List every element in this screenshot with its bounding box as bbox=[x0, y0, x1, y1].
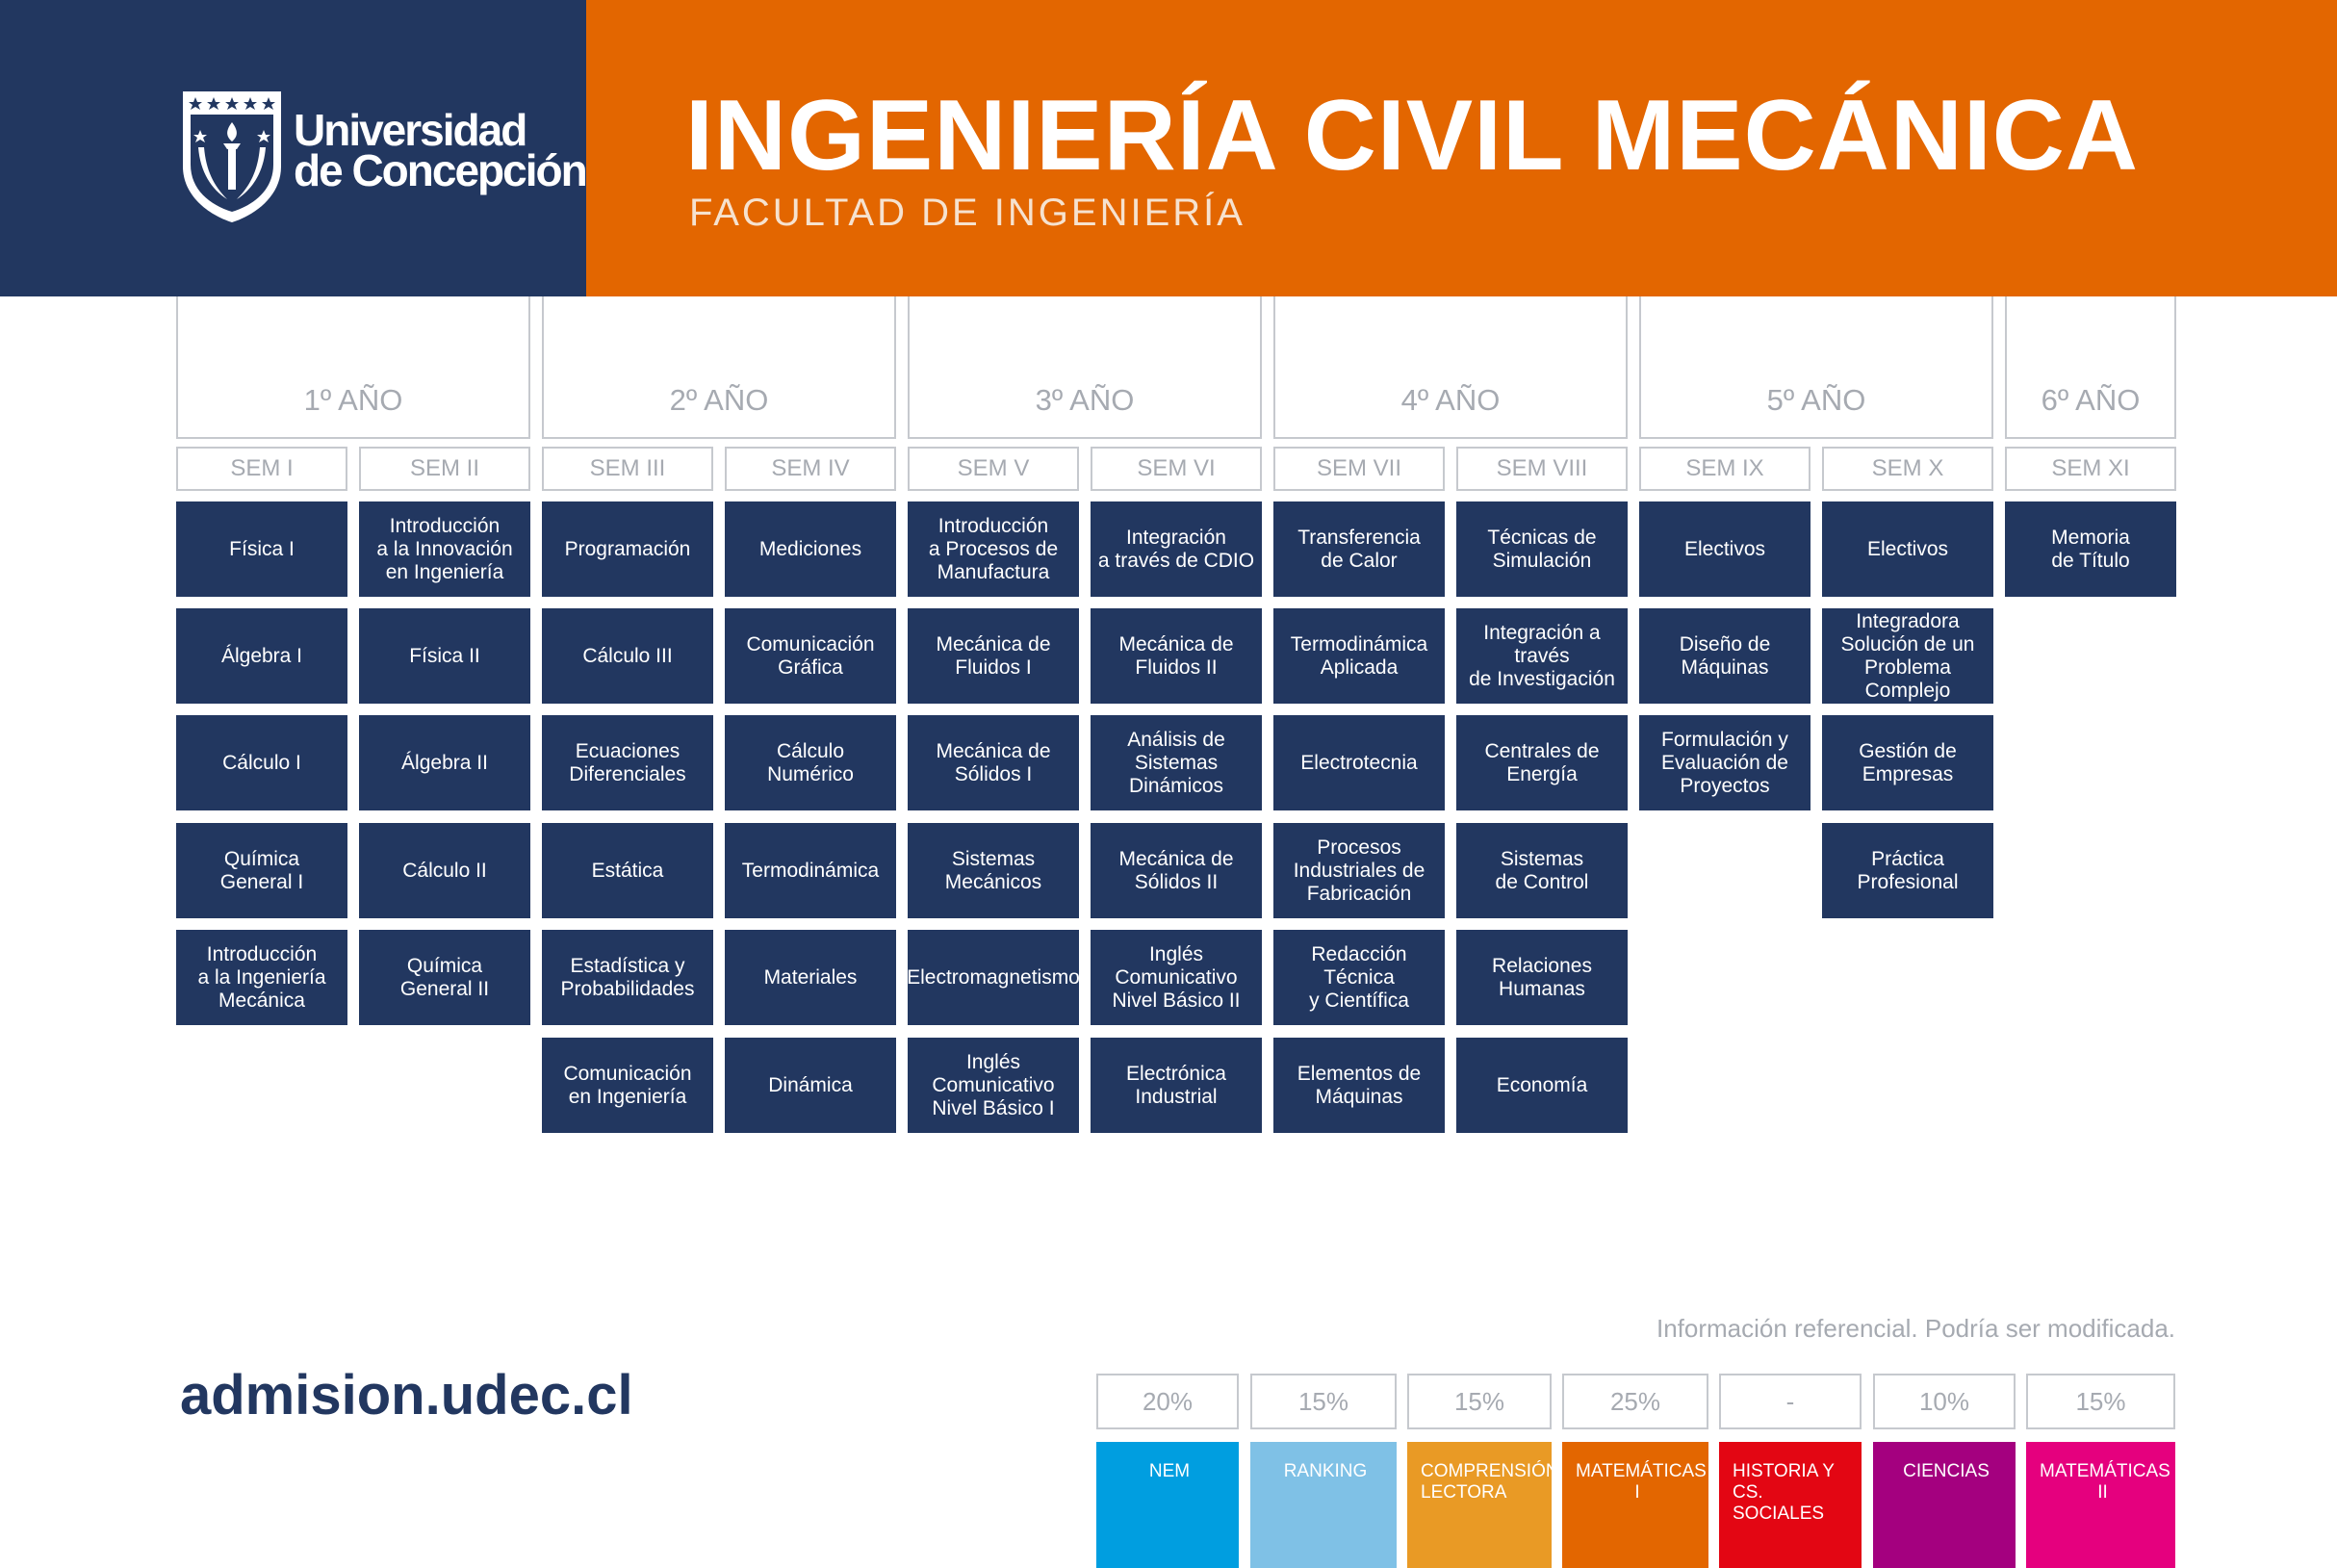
year-header: 3º AÑO bbox=[908, 296, 1262, 439]
course-cell: Sistemas Mecánicos bbox=[908, 823, 1079, 918]
semester-header: SEM II bbox=[359, 447, 530, 491]
semester-header: SEM VII bbox=[1273, 447, 1445, 491]
weight-category: CIENCIAS bbox=[1873, 1442, 2016, 1568]
semester-header: SEM IX bbox=[1639, 447, 1811, 491]
course-cell: Diseño de Máquinas bbox=[1639, 608, 1811, 704]
semester-header: SEM X bbox=[1822, 447, 1993, 491]
semester-header: SEM VI bbox=[1091, 447, 1262, 491]
course-cell: Electromagnetismo bbox=[908, 930, 1079, 1025]
course-cell: Materiales bbox=[725, 930, 896, 1025]
course-cell: Mecánica de Fluidos I bbox=[908, 608, 1079, 704]
course-cell: Análisis de Sistemas Dinámicos bbox=[1091, 715, 1262, 810]
course-cell: Memoria de Título bbox=[2005, 501, 2176, 597]
course-cell: Elementos de Máquinas bbox=[1273, 1038, 1445, 1133]
page-subtitle: FACULTAD DE INGENIERÍA bbox=[689, 192, 1246, 234]
course-cell: Cálculo I bbox=[176, 715, 347, 810]
course-cell: Cálculo Numérico bbox=[725, 715, 896, 810]
weight-category: MATEMÁTICAS II bbox=[2026, 1442, 2175, 1568]
course-cell: Química General II bbox=[359, 930, 530, 1025]
weight-percent: 20% bbox=[1096, 1374, 1239, 1429]
course-cell: Comunicación Gráfica bbox=[725, 608, 896, 704]
course-cell: Dinámica bbox=[725, 1038, 896, 1133]
course-cell: Electrotecnia bbox=[1273, 715, 1445, 810]
course-cell: Mecánica de Fluidos II bbox=[1091, 608, 1262, 704]
course-cell: Termodinámica bbox=[725, 823, 896, 918]
course-cell: Introducción a la Ingeniería Mecánica bbox=[176, 930, 347, 1025]
course-cell: Álgebra I bbox=[176, 608, 347, 704]
weight-percent: 15% bbox=[1250, 1374, 1397, 1429]
course-cell: Álgebra II bbox=[359, 715, 530, 810]
course-cell: Cálculo III bbox=[542, 608, 713, 704]
year-header: 4º AÑO bbox=[1273, 296, 1628, 439]
course-cell: Integradora Solución de un Problema Complejo bbox=[1822, 608, 1993, 704]
course-cell: Economía bbox=[1456, 1038, 1628, 1133]
weight-percent: 15% bbox=[1407, 1374, 1552, 1429]
course-cell: Termodinámica Aplicada bbox=[1273, 608, 1445, 704]
course-cell: Relaciones Humanas bbox=[1456, 930, 1628, 1025]
semester-header: SEM V bbox=[908, 447, 1079, 491]
course-cell: Comunicación en Ingeniería bbox=[542, 1038, 713, 1133]
course-cell: Sistemas de Control bbox=[1456, 823, 1628, 918]
year-header: 2º AÑO bbox=[542, 296, 896, 439]
semester-header: SEM III bbox=[542, 447, 713, 491]
semester-header: SEM VIII bbox=[1456, 447, 1628, 491]
page-title: INGENIERÍA CIVIL MECÁNICA bbox=[685, 80, 2139, 192]
course-cell: Electivos bbox=[1639, 501, 1811, 597]
course-cell: Programación bbox=[542, 501, 713, 597]
semester-header: SEM XI bbox=[2005, 447, 2176, 491]
logo-text-line2: de Concepción bbox=[294, 145, 586, 195]
weight-percent: 15% bbox=[2026, 1374, 2175, 1429]
weight-category: RANKING bbox=[1250, 1442, 1397, 1568]
course-cell: Electrónica Industrial bbox=[1091, 1038, 1262, 1133]
course-cell: Mediciones bbox=[725, 501, 896, 597]
course-cell: Práctica Profesional bbox=[1822, 823, 1993, 918]
course-cell: Procesos Industriales de Fabricación bbox=[1273, 823, 1445, 918]
logo-text-line1: Universidad bbox=[294, 105, 526, 155]
course-cell: Física II bbox=[359, 608, 530, 704]
course-cell: Integración a través de CDIO bbox=[1091, 501, 1262, 597]
course-cell: Formulación y Evaluación de Proyectos bbox=[1639, 715, 1811, 810]
course-cell: Estadística y Probabilidades bbox=[542, 930, 713, 1025]
year-header: 6º AÑO bbox=[2005, 296, 2176, 439]
course-cell: Cálculo II bbox=[359, 823, 530, 918]
weight-category: COMPRENSIÓN LECTORA bbox=[1407, 1442, 1552, 1568]
course-cell: Gestión de Empresas bbox=[1822, 715, 1993, 810]
header-logo-panel bbox=[0, 0, 586, 296]
course-cell: Electivos bbox=[1822, 501, 1993, 597]
year-header: 1º AÑO bbox=[176, 296, 530, 439]
course-cell: Introducción a la Innovación en Ingeniería bbox=[359, 501, 530, 597]
disclaimer-text: Información referencial. Podría ser modificada. bbox=[1656, 1314, 2175, 1343]
course-cell: Química General I bbox=[176, 823, 347, 918]
course-cell: Transferencia de Calor bbox=[1273, 501, 1445, 597]
course-cell: Inglés Comunicativo Nivel Básico I bbox=[908, 1038, 1079, 1133]
course-cell: Inglés Comunicativo Nivel Básico II bbox=[1091, 930, 1262, 1025]
course-cell: Estática bbox=[542, 823, 713, 918]
semester-header: SEM I bbox=[176, 447, 347, 491]
course-cell: Ecuaciones Diferenciales bbox=[542, 715, 713, 810]
website-link[interactable]: admision.udec.cl bbox=[180, 1364, 633, 1427]
course-cell: Mecánica de Sólidos I bbox=[908, 715, 1079, 810]
weight-category: HISTORIA Y CS. SOCIALES bbox=[1719, 1442, 1862, 1568]
course-cell: Física I bbox=[176, 501, 347, 597]
course-cell: Redacción Técnica y Científica bbox=[1273, 930, 1445, 1025]
year-header: 5º AÑO bbox=[1639, 296, 1993, 439]
weight-percent: 25% bbox=[1562, 1374, 1708, 1429]
weight-percent: - bbox=[1719, 1374, 1862, 1429]
university-crest-icon bbox=[179, 90, 285, 224]
weight-category: MATEMÁTICAS I bbox=[1562, 1442, 1708, 1568]
weight-category: NEM bbox=[1096, 1442, 1239, 1568]
course-cell: Mecánica de Sólidos II bbox=[1091, 823, 1262, 918]
course-cell: Integración a través de Investigación bbox=[1456, 608, 1628, 704]
semester-header: SEM IV bbox=[725, 447, 896, 491]
course-cell: Introducción a Procesos de Manufactura bbox=[908, 501, 1079, 597]
weight-percent: 10% bbox=[1873, 1374, 2016, 1429]
course-cell: Técnicas de Simulación bbox=[1456, 501, 1628, 597]
course-cell: Centrales de Energía bbox=[1456, 715, 1628, 810]
